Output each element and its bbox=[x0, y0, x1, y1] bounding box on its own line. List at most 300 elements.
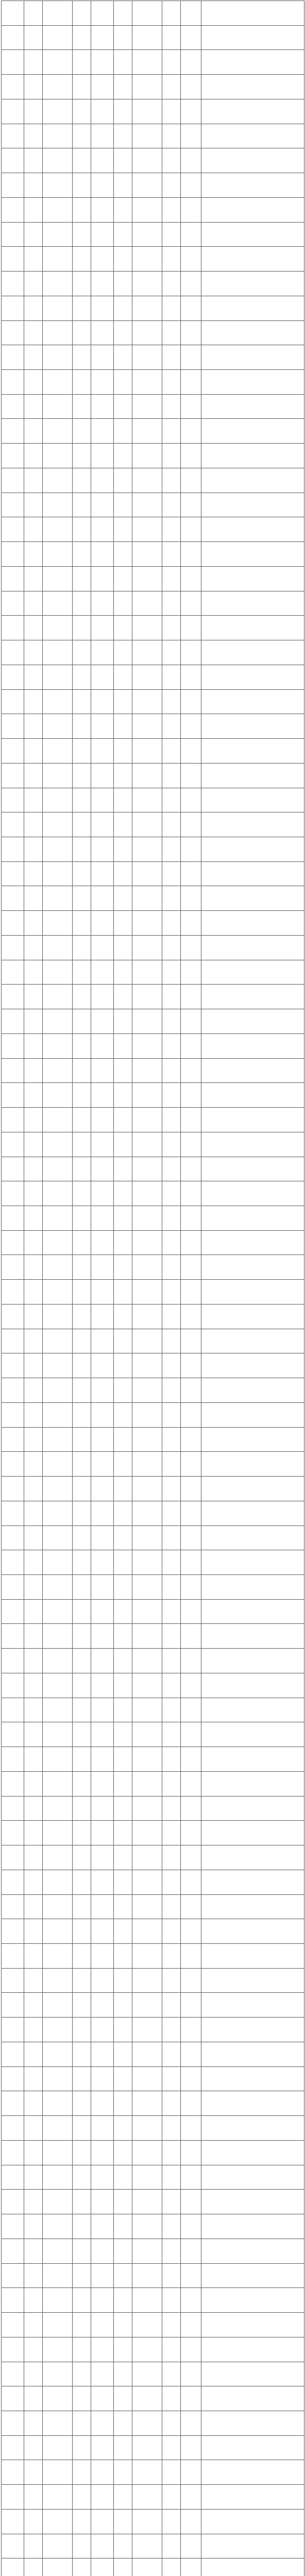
table-row bbox=[2, 2411, 304, 2435]
cell-section-new bbox=[132, 542, 162, 567]
cell-page-old bbox=[24, 739, 43, 764]
table-row bbox=[2, 812, 304, 837]
cell-change-flag bbox=[181, 591, 201, 616]
cell-number-old bbox=[73, 197, 91, 222]
cell-chapter-new bbox=[91, 1501, 114, 1526]
cell-section-old bbox=[43, 197, 73, 222]
cell-page-old bbox=[24, 517, 43, 542]
cell-number-new bbox=[162, 296, 181, 320]
cell-number-old bbox=[73, 2288, 91, 2313]
cell-chapter-new bbox=[91, 345, 114, 370]
table-row bbox=[2, 788, 304, 812]
cell-change-flag bbox=[181, 2091, 201, 2116]
cell-number-old bbox=[73, 542, 91, 567]
cell-page-old bbox=[24, 1870, 43, 1894]
table-row bbox=[2, 2190, 304, 2214]
cell-chapter-old bbox=[2, 1058, 24, 1083]
cell-section-old bbox=[43, 320, 73, 345]
cell-change-note bbox=[201, 419, 304, 444]
cell-change-note bbox=[201, 886, 304, 911]
table-row bbox=[2, 2534, 304, 2558]
cell-chapter-old bbox=[2, 763, 24, 788]
cell-chapter-old bbox=[2, 1452, 24, 1477]
cell-chapter-old bbox=[2, 2214, 24, 2239]
cell-chapter-new bbox=[91, 1477, 114, 1501]
cell-number-old bbox=[73, 861, 91, 886]
cell-chapter-old bbox=[2, 1698, 24, 1722]
cell-chapter-old bbox=[2, 1402, 24, 1427]
cell-page-new bbox=[114, 911, 132, 936]
cell-chapter-new bbox=[91, 2190, 114, 2214]
cell-chapter-old bbox=[2, 2239, 24, 2263]
cell-section-new bbox=[132, 2558, 162, 2576]
cell-chapter-old bbox=[2, 247, 24, 272]
cell-number-old bbox=[73, 25, 91, 50]
cell-section-old bbox=[43, 2460, 73, 2485]
cell-page-old bbox=[24, 2140, 43, 2165]
cell-section-old bbox=[43, 1649, 73, 1673]
cell-number-old bbox=[73, 2214, 91, 2239]
cell-page-old bbox=[24, 2042, 43, 2066]
cell-change-flag bbox=[181, 788, 201, 812]
cell-chapter-new bbox=[91, 468, 114, 493]
cell-number-old bbox=[73, 468, 91, 493]
cell-chapter-old bbox=[2, 2435, 24, 2460]
cell-change-note bbox=[201, 1058, 304, 1083]
cell-chapter-new bbox=[91, 2386, 114, 2411]
cell-page-old bbox=[24, 1181, 43, 1206]
cell-number-new bbox=[162, 1452, 181, 1477]
cell-page-new bbox=[114, 935, 132, 960]
cell-number-new bbox=[162, 468, 181, 493]
cell-section-new bbox=[132, 173, 162, 198]
cell-section-new bbox=[132, 665, 162, 689]
cell-page-new bbox=[114, 665, 132, 689]
table-row bbox=[2, 1329, 304, 1353]
cell-number-old bbox=[73, 714, 91, 739]
cell-page-old bbox=[24, 1722, 43, 1747]
cell-chapter-old bbox=[2, 419, 24, 444]
table-row bbox=[2, 1033, 304, 1058]
cell-chapter-old bbox=[2, 222, 24, 247]
cell-change-note bbox=[201, 1698, 304, 1722]
cell-chapter-new bbox=[91, 124, 114, 148]
cell-page-old bbox=[24, 124, 43, 148]
table-row bbox=[2, 1083, 304, 1108]
cell-number-old bbox=[73, 247, 91, 272]
cell-number-new bbox=[162, 2313, 181, 2337]
cell-section-new bbox=[132, 2018, 162, 2042]
table-row bbox=[2, 2460, 304, 2485]
cell-chapter-new bbox=[91, 2263, 114, 2288]
cell-page-old bbox=[24, 960, 43, 985]
cell-change-note bbox=[201, 788, 304, 812]
cell-chapter-old bbox=[2, 2018, 24, 2042]
cell-number-old bbox=[73, 394, 91, 419]
cell-page-new bbox=[114, 1058, 132, 1083]
cell-page-new bbox=[114, 2263, 132, 2288]
cell-section-new bbox=[132, 1821, 162, 1845]
cell-section-old bbox=[43, 1, 73, 26]
cell-page-old bbox=[24, 591, 43, 616]
cell-section-new bbox=[132, 1919, 162, 1944]
cell-page-new bbox=[114, 1402, 132, 1427]
cell-change-note bbox=[201, 75, 304, 99]
cell-page-new bbox=[114, 2288, 132, 2313]
cell-page-new bbox=[114, 1132, 132, 1157]
cell-number-old bbox=[73, 493, 91, 517]
cell-chapter-new bbox=[91, 1304, 114, 1329]
cell-section-new bbox=[132, 1083, 162, 1108]
cell-page-new bbox=[114, 886, 132, 911]
cell-change-flag bbox=[181, 1821, 201, 1845]
cell-section-new bbox=[132, 1722, 162, 1747]
cell-change-flag bbox=[181, 689, 201, 714]
cell-chapter-old bbox=[2, 320, 24, 345]
cell-number-new bbox=[162, 763, 181, 788]
cell-section-new bbox=[132, 812, 162, 837]
cell-page-old bbox=[24, 1329, 43, 1353]
cell-change-note bbox=[201, 1009, 304, 1034]
cell-chapter-new bbox=[91, 2165, 114, 2190]
cell-chapter-old bbox=[2, 1894, 24, 1919]
cell-number-new bbox=[162, 960, 181, 985]
cell-change-note bbox=[201, 493, 304, 517]
cell-chapter-old bbox=[2, 1181, 24, 1206]
cell-number-old bbox=[73, 222, 91, 247]
cell-change-flag bbox=[181, 2534, 201, 2558]
cell-change-flag bbox=[181, 1501, 201, 1526]
cell-number-old bbox=[73, 148, 91, 173]
cell-change-note bbox=[201, 1083, 304, 1108]
cell-page-new bbox=[114, 173, 132, 198]
cell-section-old bbox=[43, 665, 73, 689]
table-row bbox=[2, 1477, 304, 1501]
cell-section-new bbox=[132, 1157, 162, 1181]
cell-change-note bbox=[201, 985, 304, 1009]
cell-chapter-new bbox=[91, 1329, 114, 1353]
cell-page-old bbox=[24, 1230, 43, 1255]
cell-chapter-old bbox=[2, 985, 24, 1009]
cell-change-note bbox=[201, 1230, 304, 1255]
cell-chapter-new bbox=[91, 99, 114, 124]
cell-chapter-new bbox=[91, 2534, 114, 2558]
cell-chapter-old bbox=[2, 1, 24, 26]
cell-number-new bbox=[162, 935, 181, 960]
cell-section-new bbox=[132, 1968, 162, 1993]
cell-page-new bbox=[114, 75, 132, 99]
cell-number-new bbox=[162, 394, 181, 419]
cell-page-new bbox=[114, 1280, 132, 1304]
cell-chapter-old bbox=[2, 1033, 24, 1058]
table-row bbox=[2, 2239, 304, 2263]
table-row bbox=[2, 837, 304, 861]
cell-chapter-new bbox=[91, 2018, 114, 2042]
cell-change-flag bbox=[181, 1108, 201, 1132]
cell-chapter-old bbox=[2, 517, 24, 542]
cell-chapter-new bbox=[91, 2239, 114, 2263]
cell-number-new bbox=[162, 1108, 181, 1132]
table-row bbox=[2, 640, 304, 665]
cell-change-note bbox=[201, 2165, 304, 2190]
cell-section-new bbox=[132, 2042, 162, 2066]
cell-change-flag bbox=[181, 985, 201, 1009]
cell-page-old bbox=[24, 75, 43, 99]
cell-change-flag bbox=[181, 2165, 201, 2190]
cell-change-note bbox=[201, 2239, 304, 2263]
cell-number-old bbox=[73, 1599, 91, 1624]
cell-number-new bbox=[162, 1402, 181, 1427]
cell-change-note bbox=[201, 1108, 304, 1132]
cell-page-old bbox=[24, 493, 43, 517]
cell-section-old bbox=[43, 2140, 73, 2165]
cell-page-old bbox=[24, 2411, 43, 2435]
cell-change-flag bbox=[181, 2190, 201, 2214]
cell-section-old bbox=[43, 1477, 73, 1501]
cell-page-new bbox=[114, 2042, 132, 2066]
table-row bbox=[2, 1673, 304, 1698]
cell-page-old bbox=[24, 2313, 43, 2337]
cell-number-old bbox=[73, 2485, 91, 2510]
cell-change-flag bbox=[181, 1698, 201, 1722]
cell-page-new bbox=[114, 197, 132, 222]
cell-section-new bbox=[132, 1894, 162, 1919]
cell-change-note bbox=[201, 468, 304, 493]
table-row bbox=[2, 2066, 304, 2091]
cell-section-old bbox=[43, 935, 73, 960]
cell-page-new bbox=[114, 320, 132, 345]
cell-section-new bbox=[132, 1353, 162, 1378]
cell-change-flag bbox=[181, 1452, 201, 1477]
cell-chapter-new bbox=[91, 2509, 114, 2534]
cell-chapter-old bbox=[2, 2558, 24, 2576]
cell-chapter-old bbox=[2, 960, 24, 985]
cell-change-flag bbox=[181, 2337, 201, 2362]
cell-section-old bbox=[43, 616, 73, 640]
table-row bbox=[2, 1206, 304, 1230]
cell-change-note bbox=[201, 1304, 304, 1329]
cell-page-new bbox=[114, 124, 132, 148]
cell-chapter-new bbox=[91, 296, 114, 320]
cell-chapter-old bbox=[2, 296, 24, 320]
cell-page-old bbox=[24, 616, 43, 640]
cell-page-old bbox=[24, 444, 43, 468]
cell-page-new bbox=[114, 837, 132, 861]
cell-number-new bbox=[162, 1501, 181, 1526]
table-row bbox=[2, 370, 304, 395]
cell-page-old bbox=[24, 1599, 43, 1624]
cell-change-flag bbox=[181, 99, 201, 124]
cell-section-old bbox=[43, 25, 73, 50]
cell-number-old bbox=[73, 886, 91, 911]
cell-change-flag bbox=[181, 1968, 201, 1993]
cell-chapter-old bbox=[2, 665, 24, 689]
cell-change-note bbox=[201, 640, 304, 665]
cell-number-old bbox=[73, 517, 91, 542]
cell-page-new bbox=[114, 1944, 132, 1969]
cell-number-old bbox=[73, 173, 91, 198]
cell-page-old bbox=[24, 2534, 43, 2558]
cell-page-new bbox=[114, 1501, 132, 1526]
cell-chapter-old bbox=[2, 2337, 24, 2362]
cell-change-note bbox=[201, 689, 304, 714]
cell-section-new bbox=[132, 370, 162, 395]
table-row bbox=[2, 272, 304, 296]
cell-number-old bbox=[73, 2165, 91, 2190]
cell-chapter-old bbox=[2, 1501, 24, 1526]
cell-page-old bbox=[24, 1378, 43, 1403]
cell-section-new bbox=[132, 640, 162, 665]
cell-chapter-old bbox=[2, 2485, 24, 2510]
cell-page-old bbox=[24, 2460, 43, 2485]
cell-number-old bbox=[73, 345, 91, 370]
cell-section-new bbox=[132, 197, 162, 222]
cell-change-note bbox=[201, 222, 304, 247]
cell-chapter-old bbox=[2, 2534, 24, 2558]
cell-change-flag bbox=[181, 1329, 201, 1353]
table-row bbox=[2, 197, 304, 222]
cell-change-flag bbox=[181, 2411, 201, 2435]
cell-number-new bbox=[162, 1649, 181, 1673]
cell-change-flag bbox=[181, 566, 201, 591]
cell-chapter-old bbox=[2, 1550, 24, 1575]
cell-change-flag bbox=[181, 1058, 201, 1083]
cell-chapter-new bbox=[91, 1255, 114, 1280]
cell-section-new bbox=[132, 2140, 162, 2165]
cell-number-old bbox=[73, 1501, 91, 1526]
cell-chapter-old bbox=[2, 1108, 24, 1132]
cell-section-new bbox=[132, 1427, 162, 1452]
cell-section-old bbox=[43, 1108, 73, 1132]
cell-number-old bbox=[73, 1083, 91, 1108]
cell-change-flag bbox=[181, 1353, 201, 1378]
cell-page-old bbox=[24, 1845, 43, 1870]
cell-chapter-old bbox=[2, 1722, 24, 1747]
cell-page-new bbox=[114, 2411, 132, 2435]
cell-section-new bbox=[132, 1280, 162, 1304]
cell-chapter-old bbox=[2, 2386, 24, 2411]
cell-section-new bbox=[132, 1796, 162, 1821]
cell-change-flag bbox=[181, 1550, 201, 1575]
cell-number-new bbox=[162, 837, 181, 861]
cell-page-new bbox=[114, 1673, 132, 1698]
cell-chapter-new bbox=[91, 861, 114, 886]
cell-section-old bbox=[43, 50, 73, 75]
cell-change-flag bbox=[181, 197, 201, 222]
cell-number-new bbox=[162, 739, 181, 764]
cell-section-old bbox=[43, 1329, 73, 1353]
cell-section-old bbox=[43, 2337, 73, 2362]
cell-page-old bbox=[24, 566, 43, 591]
cell-page-new bbox=[114, 2313, 132, 2337]
cell-number-new bbox=[162, 2066, 181, 2091]
cell-section-new bbox=[132, 591, 162, 616]
cell-number-new bbox=[162, 99, 181, 124]
cell-change-note bbox=[201, 296, 304, 320]
cell-change-note bbox=[201, 1526, 304, 1550]
cell-chapter-old bbox=[2, 370, 24, 395]
cell-page-new bbox=[114, 2116, 132, 2141]
cell-section-old bbox=[43, 1771, 73, 1796]
cell-page-new bbox=[114, 25, 132, 50]
cell-page-new bbox=[114, 247, 132, 272]
cell-number-old bbox=[73, 2386, 91, 2411]
cell-change-note bbox=[201, 2534, 304, 2558]
table-row bbox=[2, 1624, 304, 1649]
cell-chapter-new bbox=[91, 1108, 114, 1132]
cell-change-flag bbox=[181, 1477, 201, 1501]
cell-section-new bbox=[132, 1058, 162, 1083]
cell-number-old bbox=[73, 1230, 91, 1255]
cell-chapter-new bbox=[91, 1157, 114, 1181]
cell-section-old bbox=[43, 739, 73, 764]
table-row bbox=[2, 99, 304, 124]
cell-chapter-new bbox=[91, 1673, 114, 1698]
table-row bbox=[2, 2165, 304, 2190]
cell-number-old bbox=[73, 1181, 91, 1206]
cell-section-new bbox=[132, 1132, 162, 1157]
cell-section-new bbox=[132, 788, 162, 812]
table-row bbox=[2, 1845, 304, 1870]
cell-chapter-new bbox=[91, 1353, 114, 1378]
cell-number-new bbox=[162, 1058, 181, 1083]
table-row bbox=[2, 1378, 304, 1403]
cell-section-new bbox=[132, 1575, 162, 1600]
cell-section-new bbox=[132, 1993, 162, 2018]
cell-section-new bbox=[132, 493, 162, 517]
table-row bbox=[2, 1575, 304, 1600]
cell-change-note bbox=[201, 247, 304, 272]
cell-change-note bbox=[201, 739, 304, 764]
table-row bbox=[2, 1058, 304, 1083]
cell-number-new bbox=[162, 1181, 181, 1206]
cell-number-new bbox=[162, 2116, 181, 2141]
cell-section-old bbox=[43, 1206, 73, 1230]
cell-change-note bbox=[201, 1993, 304, 2018]
cell-chapter-old bbox=[2, 2509, 24, 2534]
cell-page-new bbox=[114, 861, 132, 886]
table-row bbox=[2, 517, 304, 542]
cell-section-new bbox=[132, 2116, 162, 2141]
cell-change-flag bbox=[181, 542, 201, 567]
table-row bbox=[2, 1722, 304, 1747]
cell-number-new bbox=[162, 2140, 181, 2165]
table-row bbox=[2, 75, 304, 99]
cell-change-flag bbox=[181, 665, 201, 689]
cell-section-old bbox=[43, 1698, 73, 1722]
cell-section-old bbox=[43, 812, 73, 837]
table-row bbox=[2, 1181, 304, 1206]
cell-page-old bbox=[24, 1624, 43, 1649]
cell-number-new bbox=[162, 2018, 181, 2042]
cell-change-flag bbox=[181, 173, 201, 198]
cell-number-new bbox=[162, 1624, 181, 1649]
table-row bbox=[2, 345, 304, 370]
cell-number-old bbox=[73, 591, 91, 616]
cell-section-new bbox=[132, 935, 162, 960]
cell-page-new bbox=[114, 1304, 132, 1329]
cell-change-flag bbox=[181, 1796, 201, 1821]
table-row bbox=[2, 1427, 304, 1452]
cell-number-old bbox=[73, 1477, 91, 1501]
cell-number-new bbox=[162, 1993, 181, 2018]
cell-number-new bbox=[162, 2190, 181, 2214]
cell-number-new bbox=[162, 2239, 181, 2263]
cell-change-note bbox=[201, 444, 304, 468]
cell-page-new bbox=[114, 1722, 132, 1747]
cell-change-note bbox=[201, 861, 304, 886]
cell-change-flag bbox=[181, 394, 201, 419]
